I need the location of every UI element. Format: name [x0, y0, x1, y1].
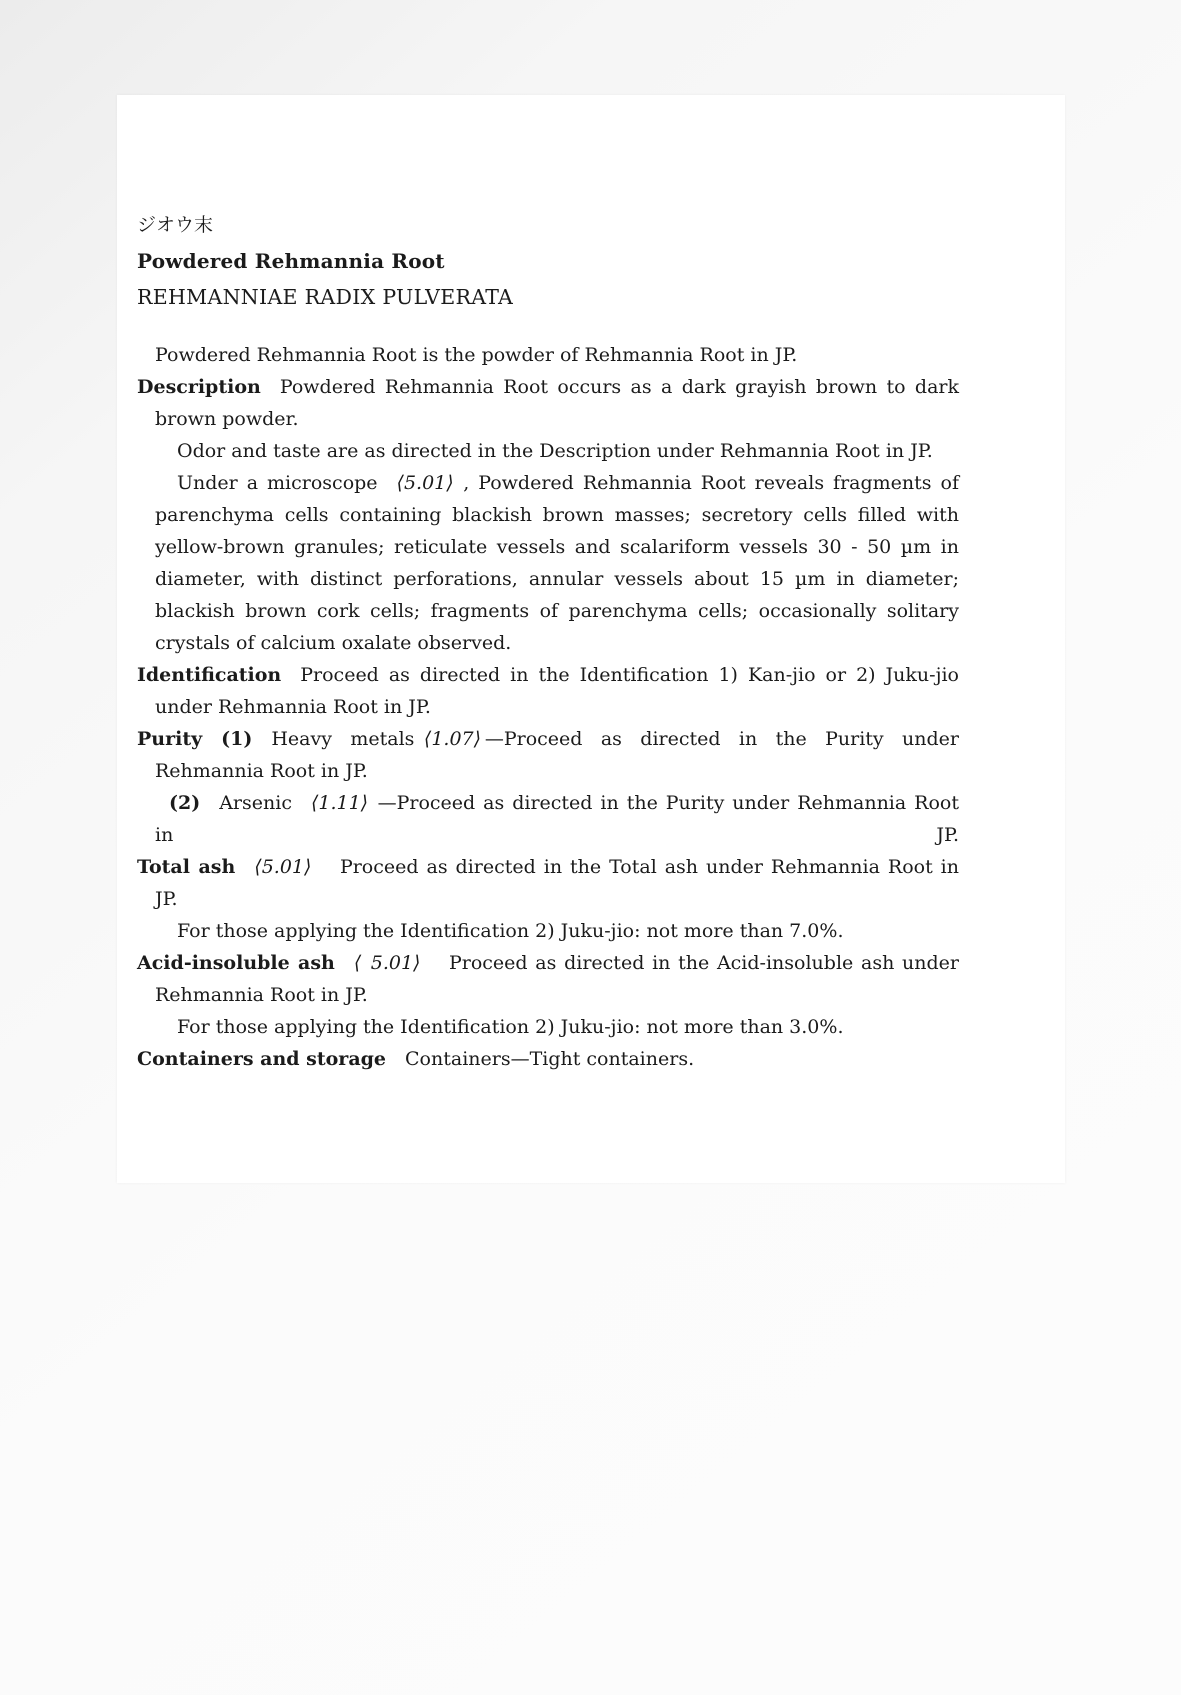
- heading-run: (2): [169, 792, 201, 814]
- paragraph: [137, 787, 959, 851]
- document-body: [137, 339, 959, 1075]
- document-header: [137, 207, 959, 315]
- heading-run: (1): [221, 728, 253, 750]
- paragraph: [137, 371, 959, 435]
- kana-title: ジオウ末: [137, 214, 214, 236]
- paragraph: [137, 339, 959, 371]
- paragraph: [137, 851, 959, 915]
- reference-run: ⟨1.07⟩: [423, 728, 482, 750]
- paragraph: [137, 1043, 959, 1075]
- heading-run: Acid-insoluble ash: [137, 952, 335, 974]
- text-run: Proceed as directed in the Total ash under Rehmannia Root in JP.: [155, 856, 959, 910]
- paragraph: [137, 947, 959, 1011]
- heading-run: Containers and storage: [137, 1048, 387, 1070]
- document-page: [117, 95, 1065, 1183]
- text-run: [235, 856, 254, 878]
- text-run: Under a microscope: [177, 472, 397, 494]
- text-run: Powdered Rehmannia Root is the powder of Rehmannia Root in JP.: [155, 344, 798, 366]
- text-run: , Powdered Rehmannia Root reveals fragments of parenchyma cells containing blackish brown masses; secretory cells filled with yellow-brown granules; reticulate vessels and scalariform vessels 30 - 50 µm in diameter, with distinct perforations, annular vessels about 15 µm in diameter; blackish brown cork cells; fragments of parenchyma cells; occasionally solitary crystals of calcium oxalate observed.: [155, 472, 960, 654]
- text-run: Odor and taste are as directed in the Description under Rehmannia Root in JP.: [177, 440, 933, 462]
- document-content: [137, 207, 959, 1075]
- latin-title: REHMANNIAE RADIX PULVERATA: [137, 285, 514, 309]
- heading-run: Total ash: [137, 856, 236, 878]
- text-run: Arsenic: [200, 792, 311, 814]
- heading-run: Identification: [137, 664, 282, 686]
- text-run: Containers—Tight containers.: [386, 1048, 695, 1070]
- text-run: —Proceed as directed in the Purity under Rehmannia Root in JP.: [155, 728, 959, 782]
- heading-run: Purity: [137, 728, 203, 750]
- text-run: [202, 728, 221, 750]
- paragraph: [137, 915, 959, 947]
- heading-run: Description: [137, 376, 261, 398]
- paragraph: [137, 435, 959, 467]
- text-run: [335, 952, 354, 974]
- text-run: Proceed as directed in the Identification 1) Kan-jio or 2) Juku-jio under Rehmannia Root in JP.: [155, 664, 959, 718]
- english-title: Powdered Rehmannia Root: [137, 249, 445, 273]
- text-run: Proceed as directed in the Acid-insoluble ash under Rehmannia Root in JP.: [155, 952, 959, 1006]
- paragraph: [137, 659, 959, 723]
- text-run: For those applying the Identification 2) Juku-jio: not more than 3.0%.: [177, 1016, 844, 1038]
- text-run: Powdered Rehmannia Root occurs as a dark grayish brown to dark brown powder.: [155, 376, 959, 430]
- text-run: —Proceed as directed in the Purity under Rehmannia Root in JP.: [155, 792, 959, 846]
- text-run: Heavy metals: [252, 728, 424, 750]
- paragraph: [137, 723, 959, 787]
- reference-run: ⟨1.11⟩: [310, 792, 369, 814]
- text-run: For those applying the Identification 2) Juku-jio: not more than 7.0%.: [177, 920, 844, 942]
- reference-run: ⟨5.01⟩: [254, 856, 312, 878]
- reference-run: ⟨5.01⟩: [396, 472, 454, 494]
- paragraph: [137, 1011, 959, 1043]
- reference-run: ⟨ 5.01⟩: [353, 952, 421, 974]
- paragraph: [137, 467, 959, 659]
